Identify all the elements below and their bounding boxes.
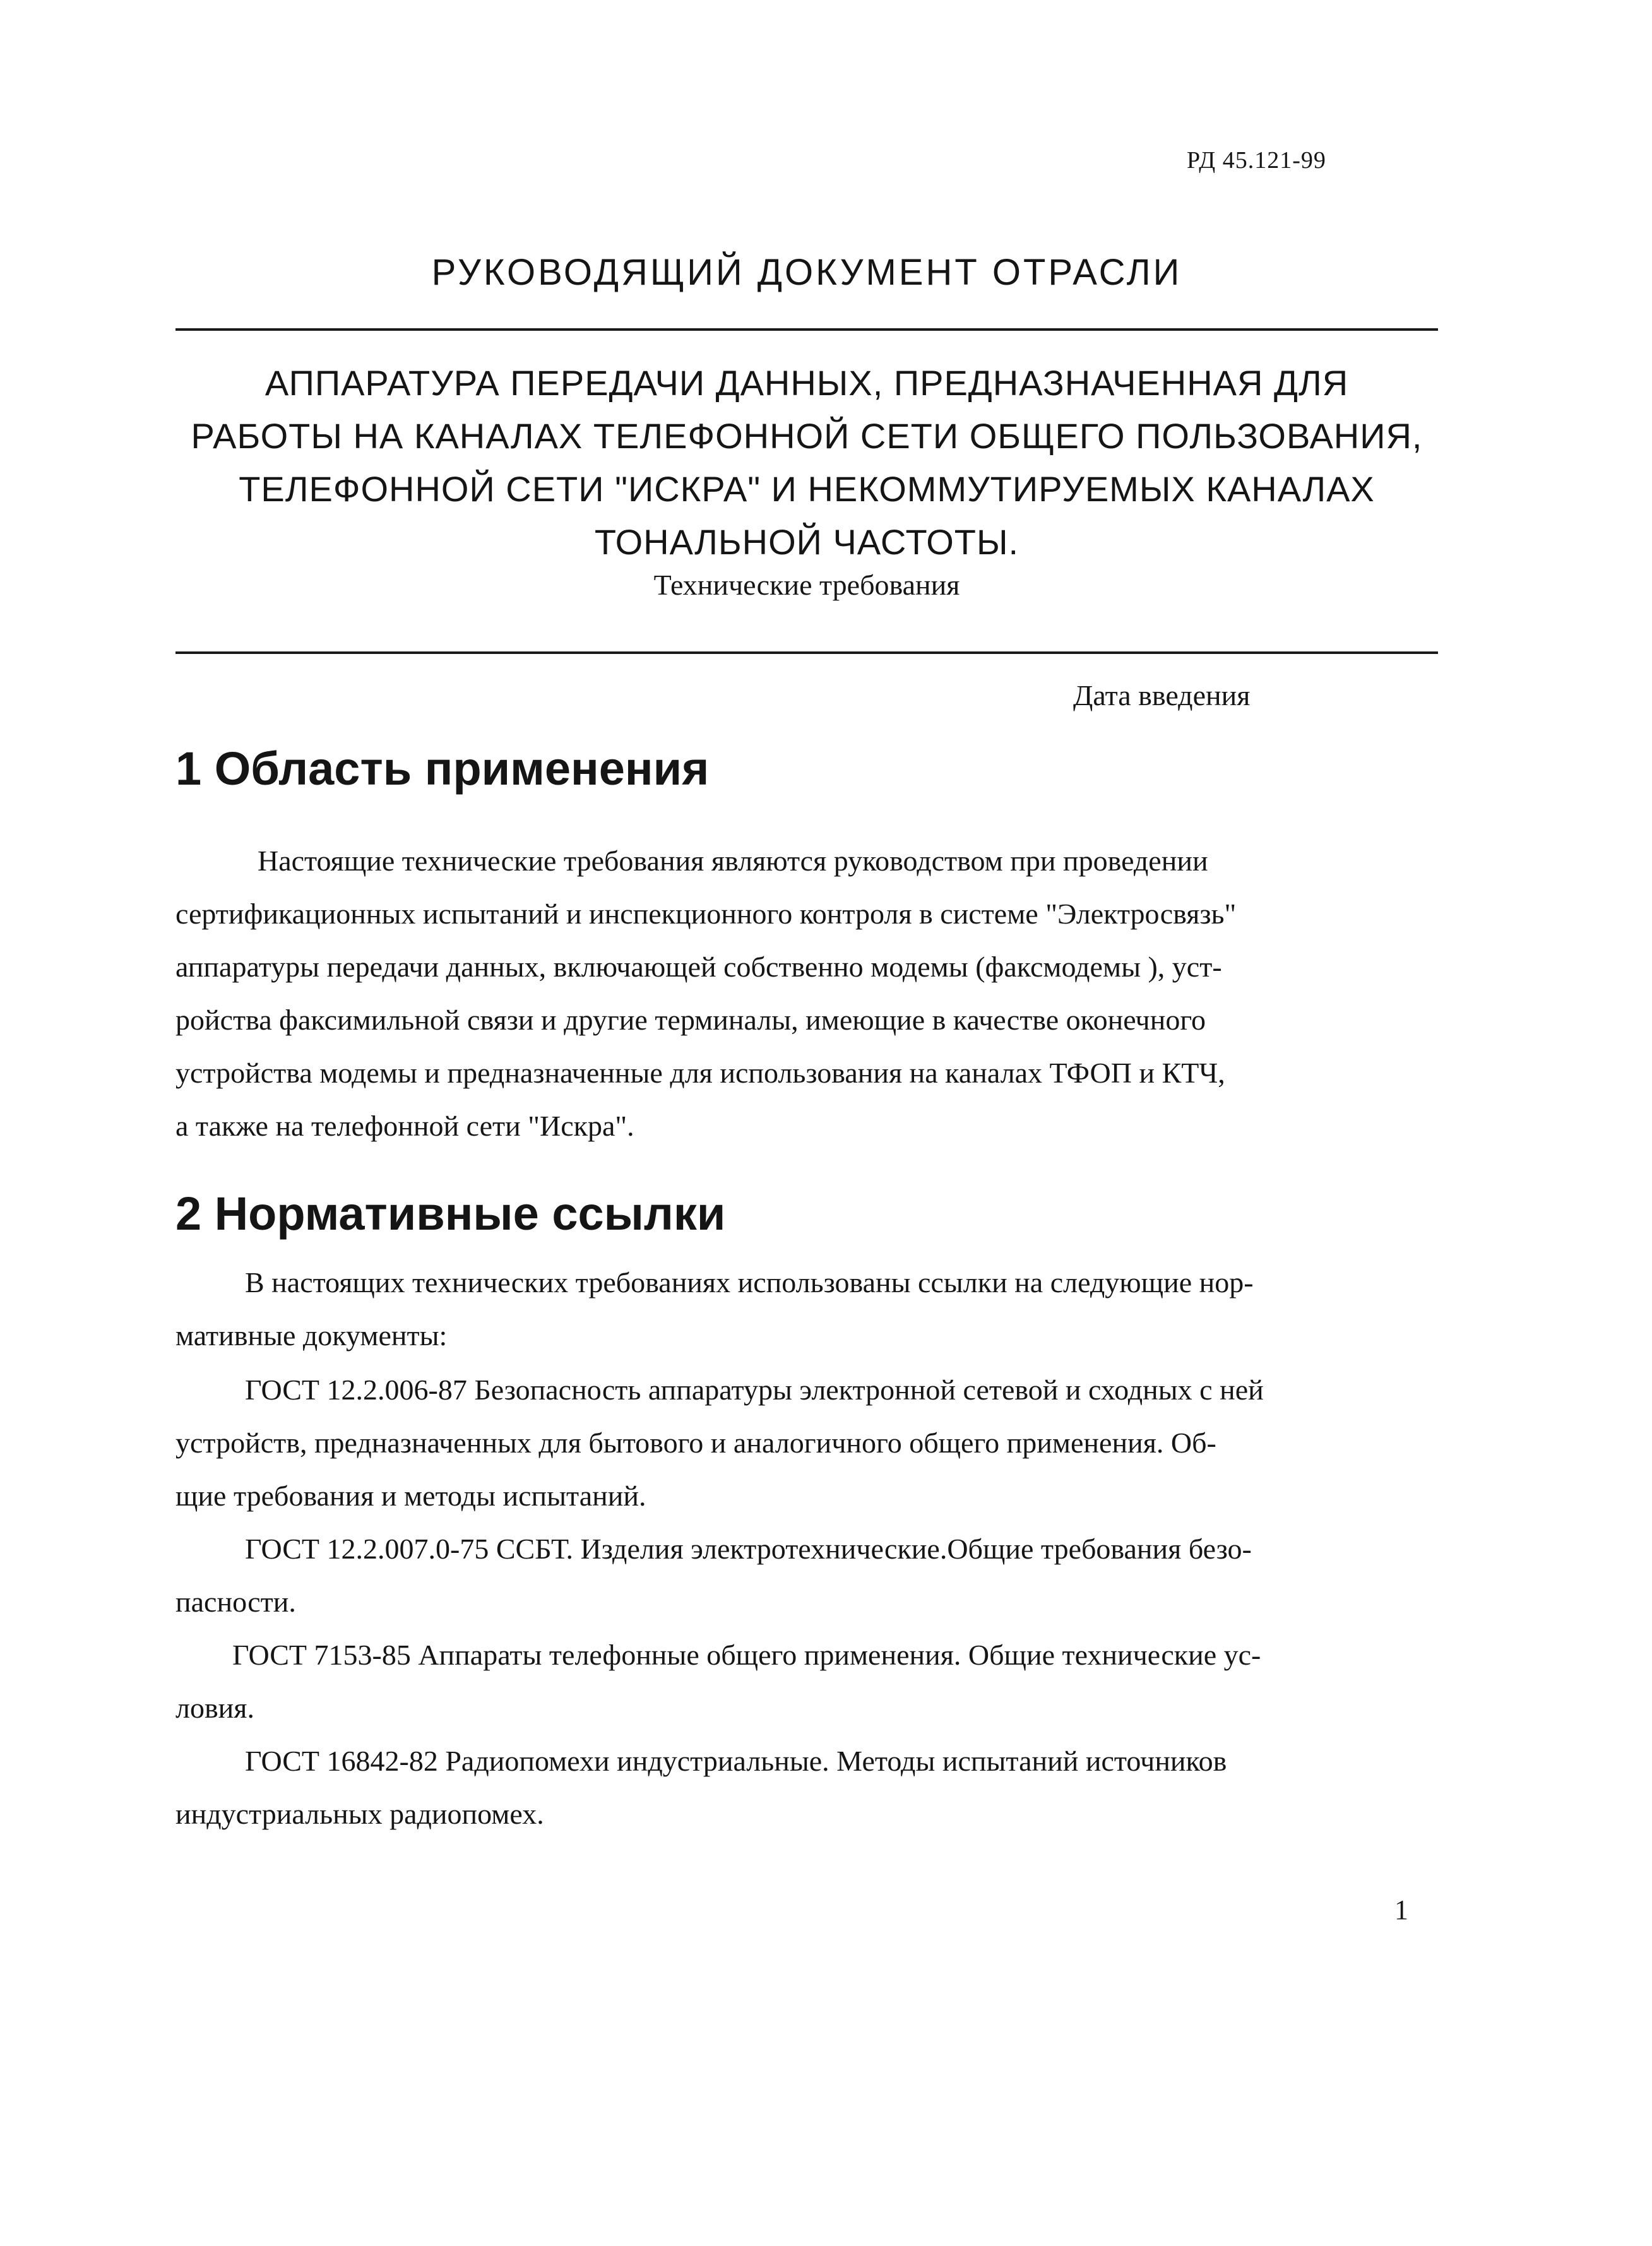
title-line: ТЕЛЕФОННОЙ СЕТИ "ИСКРА" И НЕКОММУТИРУЕМЫХ КАНАЛАХ [239,469,1375,509]
paragraph-line: пасности. [175,1586,296,1618]
paragraph-line: аппаратуры передачи данных, включающей собственно модемы (факсмодемы ), уст- [175,951,1222,983]
title-line: РАБОТЫ НА КАНАЛАХ ТЕЛЕФОННОЙ СЕТИ ОБЩЕГО ПОЛЬЗОВАНИЯ, [191,416,1423,456]
paragraph-line: устройств, предназначенных для бытового и аналогичного общего применения. Об- [175,1427,1216,1459]
paragraph-line: мативные документы: [175,1319,448,1352]
document-title [175,357,1438,569]
header-divider-bottom [175,651,1438,654]
document-code: РД 45.121-99 [1187,147,1326,174]
section-2-intro [175,1256,1425,1362]
paragraph-line: ГОСТ 12.2.006-87 Безопасность аппаратуры электронной сетевой и сходных с ней [245,1374,1264,1406]
title-line: ТОНАЛЬНОЙ ЧАСТОТЫ. [594,522,1019,562]
header-divider-top [175,328,1438,331]
page-number: 1 [1394,1894,1408,1925]
paragraph-line: щие требования и методы испытаний. [175,1480,646,1512]
section-1-heading: 1 Область применения [175,742,710,795]
title-line: АППАРАТУРА ПЕРЕДАЧИ ДАННЫХ, ПРЕДНАЗНАЧЕННАЯ ДЛЯ [264,363,1349,403]
paragraph-line: индустриальных радиопомех. [175,1798,544,1830]
paragraph-line: Настоящие технические требования являются руководством при проведении [258,845,1208,877]
introduction-date-label: Дата введения [1073,679,1251,711]
document-type-heading: РУКОВОДЯЩИЙ ДОКУМЕНТ ОТРАСЛИ [431,252,1182,293]
paragraph-line: ГОСТ 7153-85 Аппараты телефонные общего применения. Общие технические ус- [232,1639,1261,1671]
paragraph-line: а также на телефонной сети "Искра". [175,1110,634,1142]
paragraph-line: ГОСТ 16842-82 Радиопомехи индустриальные. Методы испытаний источников [245,1745,1227,1777]
reference-item [175,1629,1425,1735]
document-subtitle: Технические требования [653,569,960,601]
section-1-paragraph [175,835,1425,1153]
reference-item [175,1735,1425,1841]
paragraph-line: ГОСТ 12.2.007.0-75 ССБТ. Изделия электротехнические.Общие требования безо- [245,1533,1252,1565]
section-2-heading: 2 Нормативные ссылки [175,1187,726,1240]
reference-item [175,1523,1425,1629]
reference-item [175,1364,1425,1523]
paragraph-line: В настоящих технических требованиях использованы ссылки на следующие нор- [245,1266,1254,1298]
paragraph-line: ловия. [175,1692,254,1724]
paragraph-line: сертификационных испытаний и инспекционного контроля в системе "Электросвязь" [175,898,1237,930]
paragraph-line: устройства модемы и предназначенные для использования на каналах ТФОП и КТЧ, [175,1057,1225,1089]
paragraph-line: ройства факсимильной связи и другие терминалы, имеющие в качестве оконечного [175,1004,1206,1036]
